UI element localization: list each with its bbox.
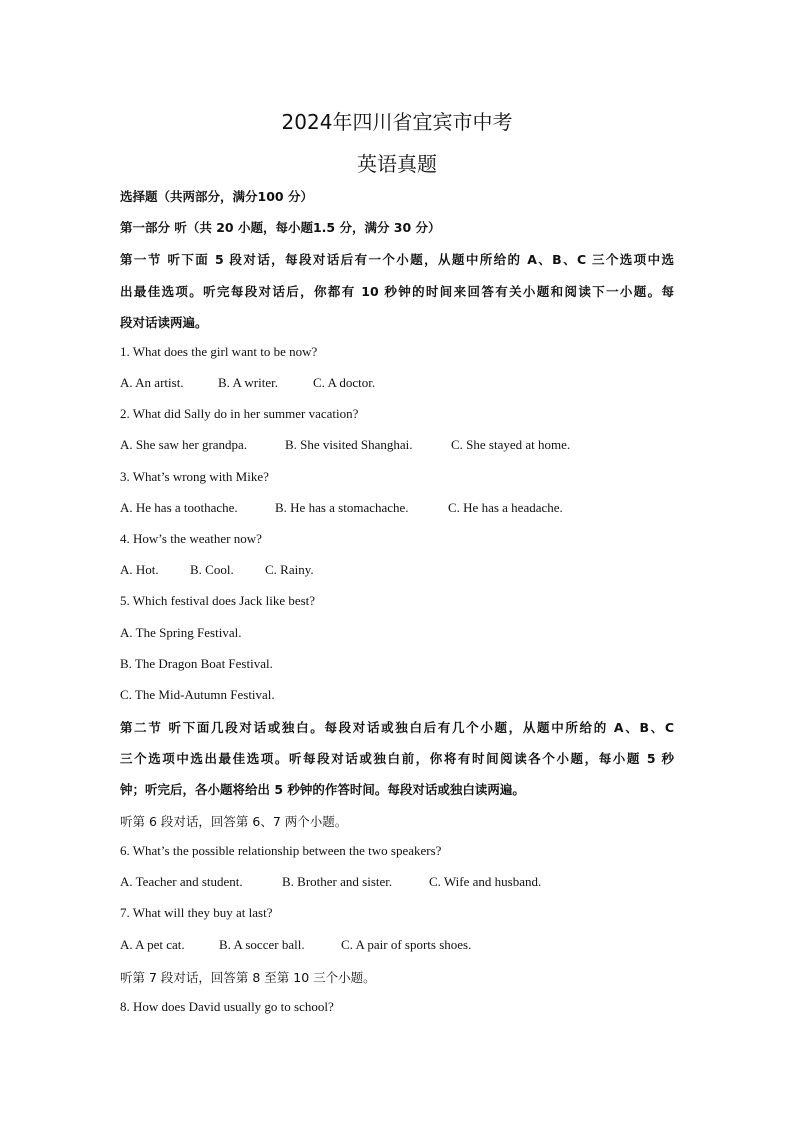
page-subtitle: 英语真题 xyxy=(357,152,437,176)
option-b: B. She visited Shanghai. xyxy=(285,437,413,452)
question-5-option-b: B. The Dragon Boat Festival. xyxy=(120,656,273,671)
option-c: C. A pair of sports shoes. xyxy=(341,937,472,952)
option-c: C. He has a headache. xyxy=(448,500,563,515)
question-2: 2. What did Sally do in her summer vacation? xyxy=(120,406,359,421)
question-2-options xyxy=(120,437,570,453)
question-5-option-c: C. The Mid-Autumn Festival. xyxy=(120,687,275,702)
option-b: B. Brother and sister. xyxy=(282,874,393,889)
option-a: A. Hot. xyxy=(120,562,159,577)
section1-instructions-line: 段对话读两遍。 xyxy=(120,315,208,330)
question-6: 6. What’s the possible relationship between the two speakers? xyxy=(120,843,442,858)
option-b: B. A soccer ball. xyxy=(219,937,305,952)
question-7: 7. What will they buy at last? xyxy=(120,905,273,920)
question-3: 3. What’s wrong with Mike? xyxy=(120,469,269,484)
option-b: B. A writer. xyxy=(218,375,278,390)
section2-instructions-line: 三个选项中选出最佳选项。听每段对话或独白前，你将有时间阅读各个小题，每小题 5 秒 xyxy=(120,751,674,766)
question-1-options xyxy=(120,375,375,391)
section2-instructions-line: 钟；听完后，各小题将给出 5 秒钟的作答时间。每段对话或独白读两遍。 xyxy=(120,782,525,797)
question-5-option-a: A. The Spring Festival. xyxy=(120,625,242,640)
question-8: 8. How does David usually go to school? xyxy=(120,999,334,1014)
page-title: 2024年四川省宜宾市中考 xyxy=(281,110,513,134)
question-3-options xyxy=(120,500,563,516)
option-a: A. An artist. xyxy=(120,375,184,390)
option-a: A. Teacher and student. xyxy=(120,874,243,889)
section2-instructions-line: 第二节 听下面几段对话或独白。每段对话或独白后有几个小题，从题中所给的 A、B、C xyxy=(120,720,674,735)
option-a: A. She saw her grandpa. xyxy=(120,437,248,452)
question-7-options xyxy=(120,937,471,953)
option-b: B. He has a stomachache. xyxy=(275,500,409,515)
dialogue-6-note: 听第 6 段对话，回答第 6、7 两个小题。 xyxy=(120,814,348,829)
question-6-options xyxy=(120,874,541,890)
question-1: 1. What does the girl want to be now? xyxy=(120,344,318,359)
question-4: 4. How’s the weather now? xyxy=(120,531,262,546)
question-4-options xyxy=(120,562,314,578)
option-c: C. Wife and husband. xyxy=(429,874,542,889)
part1-heading: 第一部分 听（共 20 小题，每小题1.5 分，满分 30 分） xyxy=(120,220,441,235)
section1-instructions-line: 第一节 听下面 5 段对话，每段对话后有一个小题，从题中所给的 A、B、C 三个选项中选 xyxy=(120,252,674,267)
section1-instructions-line: 出最佳选项。听完每段对话后，你都有 10 秒钟的时间来回答有关小题和阅读下一小题。每 xyxy=(120,284,674,299)
dialogue-7-note: 听第 7 段对话，回答第 8 至第 10 三个小题。 xyxy=(120,970,376,985)
option-c: C. A doctor. xyxy=(313,375,376,390)
option-b: B. Cool. xyxy=(190,562,234,577)
option-c: C. She stayed at home. xyxy=(451,437,571,452)
option-c: C. Rainy. xyxy=(265,562,314,577)
section-heading: 选择题（共两部分，满分100 分） xyxy=(120,189,313,204)
question-5: 5. Which festival does Jack like best? xyxy=(120,593,316,608)
option-a: A. He has a toothache. xyxy=(120,500,238,515)
option-a: A. A pet cat. xyxy=(120,937,185,952)
